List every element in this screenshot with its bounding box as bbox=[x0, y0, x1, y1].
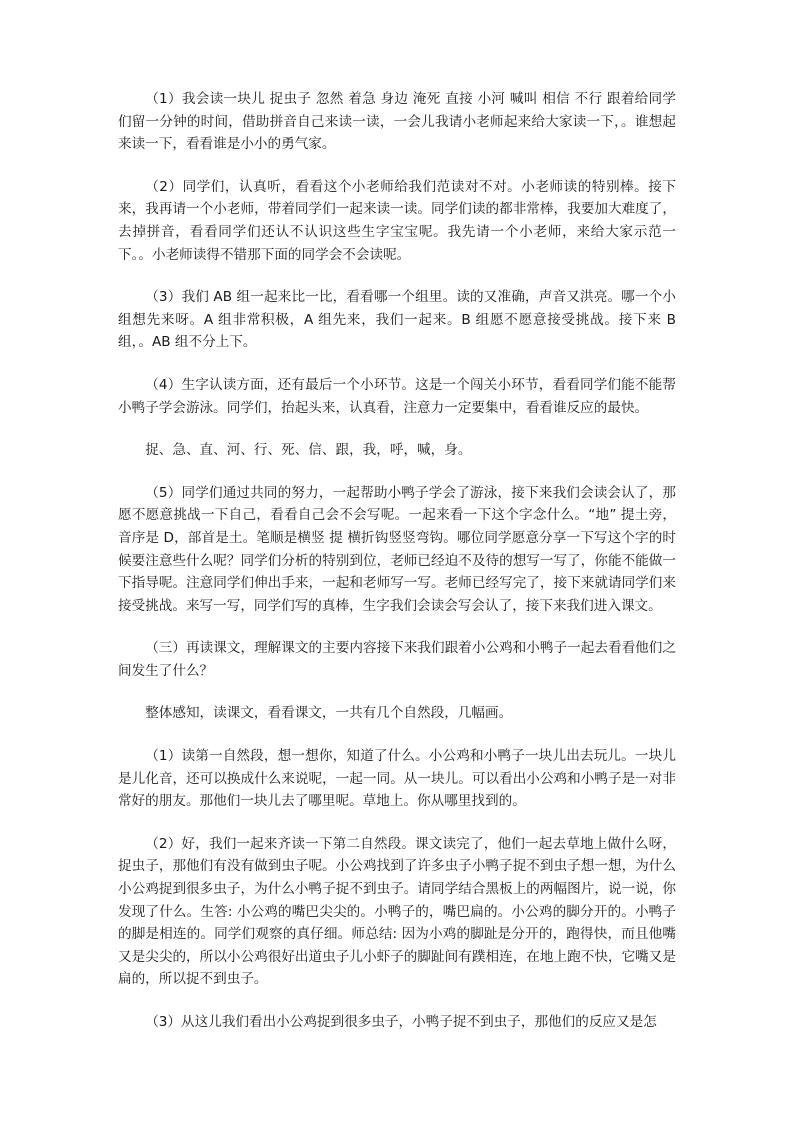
paragraph-third-section: （3）从这儿我们看出小公鸡捉到很多虫子，小鸭子捉不到虫子，那他们的反应又是怎 bbox=[145, 1014, 657, 1030]
paragraph-ab-groups: （3）我们 AB 组一起来比一比，看看哪一个组里。读的又准确，声音又洪亮。哪一个小组想先来呀。A 组非常积极，A 组先来，我们一起来。B 组愿不愿意接受挑战。接下来 B 组，。AB 组不分上下。 bbox=[118, 289, 676, 351]
paragraph-character-list: 捉、急、直、河、行、死、信、跟，我，呼，喊，身。 bbox=[145, 442, 472, 459]
paragraph-first-section: （1）读第一自然段，想一想你，知道了什么。小公鸡和小鸭子一块儿出去玩儿。一块儿是儿化音，还可以换成什么来说呢，一起一同。从一块儿。可以看出小公鸡和小鸭子是一对非常好的朋友。那他们一块儿去了哪里呢。草地上。你从哪里找到的。 bbox=[118, 748, 676, 810]
paragraph-reread-text: （三）再读课文，理解课文的主要内容接下来我们跟着小公鸡和小鸭子一起去看看他们之间发生了什么？ bbox=[118, 640, 676, 679]
paragraph-reading-words: （1）我会读一块儿 捉虫子 忽然 着急 身边 淹死 直接 小河 喊叫 相信 不行 跟着给同学们留一分钟的时间，借助拼音自己来读一读，一会儿我请小老师起来给大家读一下，。谁想起来读一下，看看谁是小小的勇气家。 bbox=[118, 91, 676, 153]
paragraph-little-teacher: （2）同学们，认真听，看看这个小老师给我们范读对不对。小老师读的特别棒。接下来，我再请一个小老师，带着同学们一起来读一读。同学们读的都非常棒，我要加大难度了，去掉拼音，看看同学们还认不认识这些生字宝宝呢。我先请一个小老师，来给大家示范一下。。小老师读得不错那下面的同学会不会读呢。 bbox=[118, 178, 676, 263]
paragraph-overall-perception: 整体感知，读课文，看看课文，一共有几个自然段，几幅画。 bbox=[145, 705, 513, 722]
paragraph-last-stage: （4）生字认读方面，还有最后一个小环节。这是一个闯关小环节，看看同学们能不能帮小鸭子学会游泳。同学们，抬起头来，认真看，注意力一定要集中，看看谁反应的最快。 bbox=[118, 376, 676, 416]
document-page bbox=[118, 88, 676, 1054]
paragraph-writing-practice: （5）同学们通过共同的努力，一起帮助小鸭子学会了游泳，接下来我们会读会认了，那愿不愿意挑战一下自己，看看自己会不会写呢。一起来看一下这个字念什么。“地” 提土旁，音序是 D，部首是土。笔顺是横竖 提 横折钩竖竖弯钩。哪位同学愿意分享一下写这个字的时候要注意些什么呢？同学们分析的特别到位，老师已经迫不及待的想写一写了，你能不能做一下指导呢。注意同学们伸出手来，一起和老师写一写。老师已经写完了，接下来就请同学们来接受挑战。来写一写，同学们写的真棒，生字我们会读会写会认了，接下来我们进入课文。 bbox=[118, 484, 676, 614]
paragraph-second-section: （2）好，我们一起来齐读一下第二自然段。课文读完了，他们一起去草地上做什么呀，捉虫子，那他们有没有做到虫子呢。小公鸡找到了许多虫子小鸭子捉不到虫子想一想，为什么小公鸡捉到很多虫子，为什么小鸭子捉不到虫子。请同学结合黑板上的两幅图片，说一说，你发现了什么。生答: 小公鸡的嘴巴尖尖的。小鸭子的，嘴巴扁的。小公鸡的脚分开的。小鸭子的脚是相连的。同学们观察的真仔细。师总结: 因为小鸡的脚趾是分开的，跑得快，而且他嘴又是尖尖的，所以小公鸡很好出道虫子儿小虾子的脚趾间有蹼相连，在地上跑不快，它嘴又是扁的，所以捉不到虫子。 bbox=[118, 835, 676, 988]
